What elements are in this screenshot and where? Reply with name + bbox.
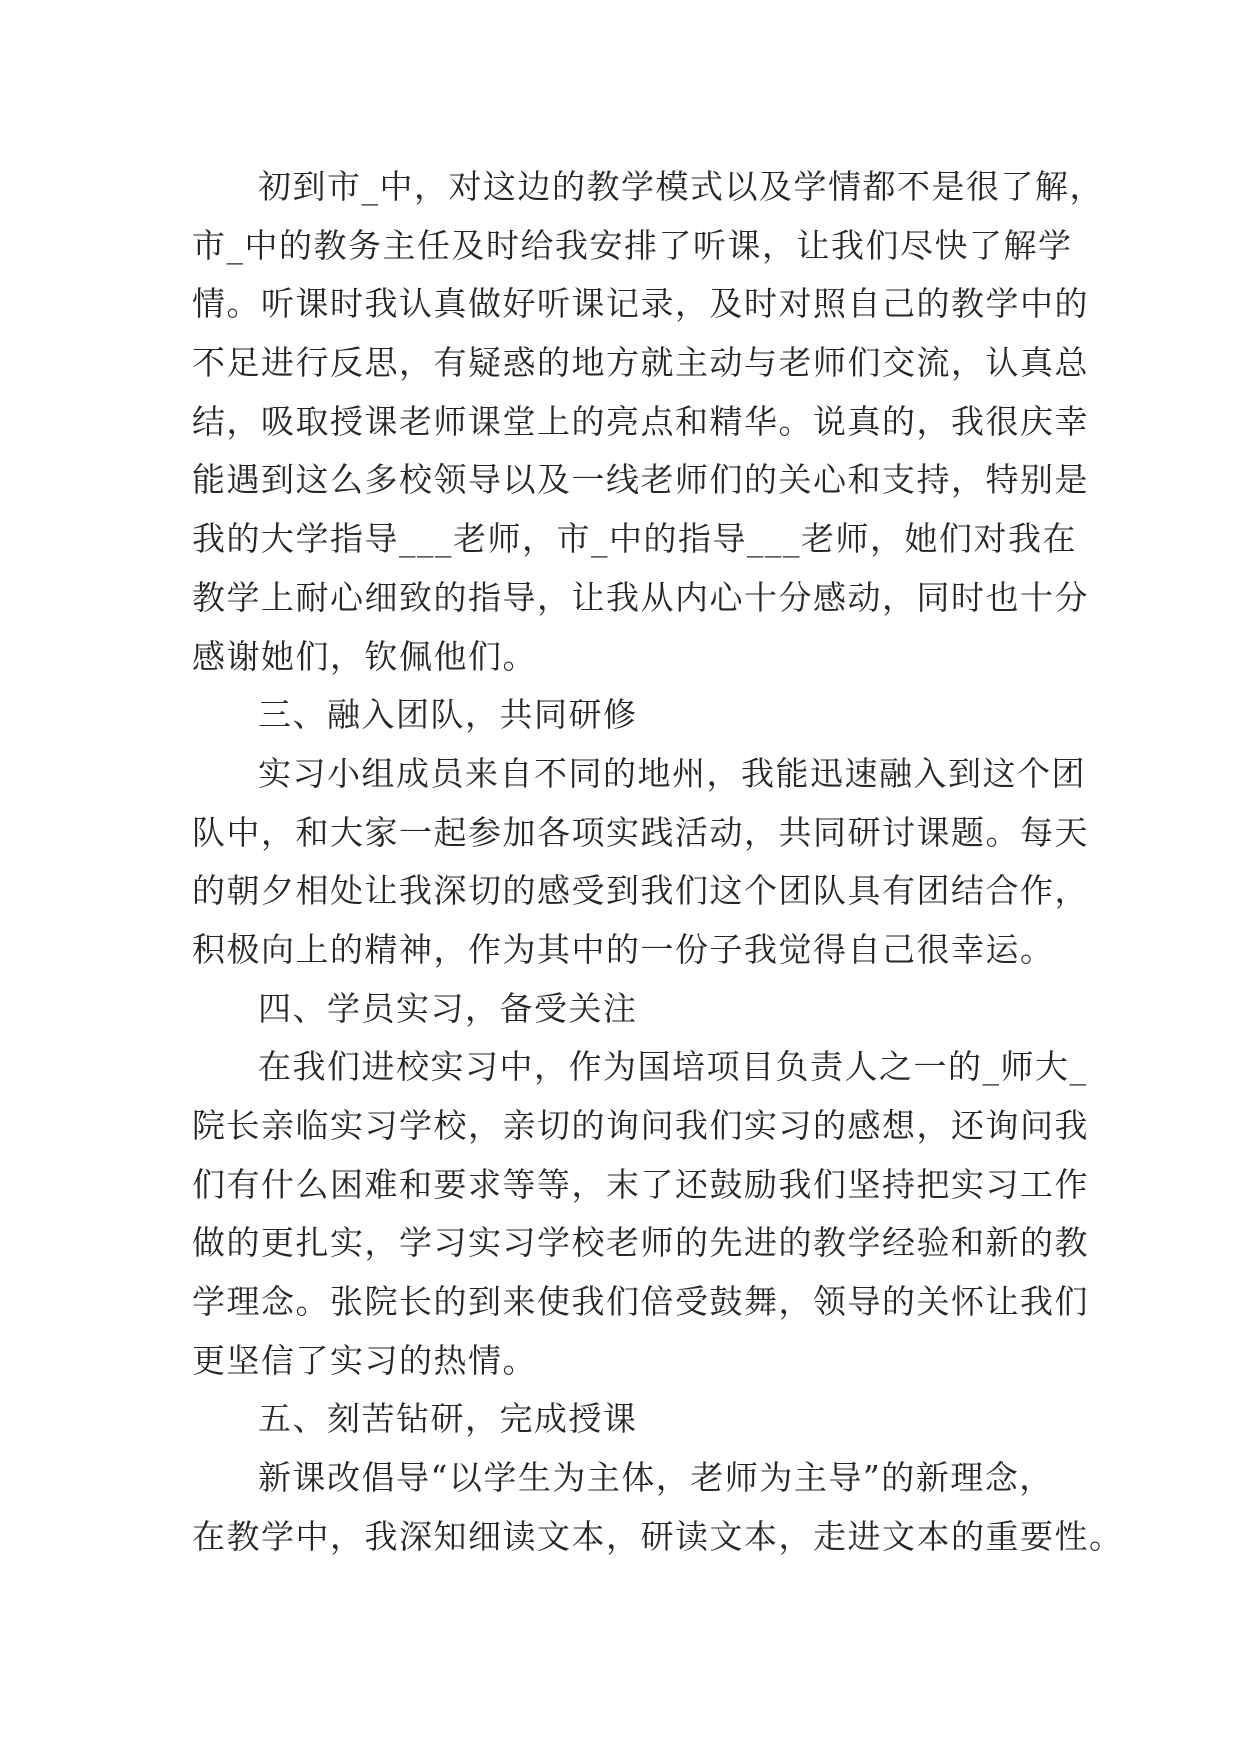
text-line: 实习小组成员来自不同的地州，我能迅速融入到这个团 [258,753,1086,793]
text-line: 在我们进校实习中，作为国培项目负责人之一的_师大_ [258,1047,1088,1087]
text-line: 学理念。张院长的到来使我们倍受鼓舞，领导的关怀让我们 [192,1282,1089,1322]
text-line: 院长亲临实习学校，亲切的询问我们实习的感想，还询问我 [192,1106,1089,1145]
body-text [192,158,1124,1567]
text-line: 做的更扎实，学习实习学校老师的先进的教学经验和新的教 [192,1223,1089,1263]
text-line: 不足进行反思，有疑惑的地方就主动与老师们交流，认真总 [192,343,1089,383]
text-line: 感谢她们，钦佩他们。 [192,636,537,676]
section-heading: 四、学员实习，备受关注 [258,988,638,1028]
section-heading: 五、刻苦钻研，完成授课 [258,1399,638,1439]
text-line: 们有什么困难和要求等等，末了还鼓励我们坚持把实习工作 [192,1164,1089,1204]
text-line: 我的大学指导___老师，市_中的指导___老师，她们对我在 [192,519,1077,559]
text-line: 能遇到这么多校领导以及一线老师们的关心和支持，特别是 [192,460,1089,500]
text-line: 积极向上的精神，作为其中的一份子我觉得自己很幸运。 [192,929,1055,969]
text-line: 更坚信了实习的热情。 [192,1340,537,1380]
text-line: 结，吸取授课老师课堂上的亮点和精华。说真的，我很庆幸 [192,401,1089,441]
section-heading: 三、融入团队，共同研修 [258,695,638,735]
text-line: 队中，和大家一起参加各项实践活动，共同研讨课题。每天 [192,812,1089,852]
text-line: 市_中的教务主任及时给我安排了听课，让我们尽快了解学 [192,225,1073,265]
text-line: 初到市_中，对这边的教学模式以及学情都不是很了解， [258,167,1104,206]
text-line: 新课改倡导“以学生为主体，老师为主导”的新理念， [258,1458,1054,1498]
text-line: 教学上耐心细致的指导，让我从内心十分感动，同时也十分 [192,577,1089,617]
text-line: 情。听课时我认真做好听课记录，及时对照自己的教学中的 [192,284,1089,324]
text-line: 在教学中，我深知细读文本，研读文本，走进文本的重要性。 [192,1516,1124,1556]
text-line: 的朝夕相处让我深切的感受到我们这个团队具有团结合作， [192,871,1089,911]
